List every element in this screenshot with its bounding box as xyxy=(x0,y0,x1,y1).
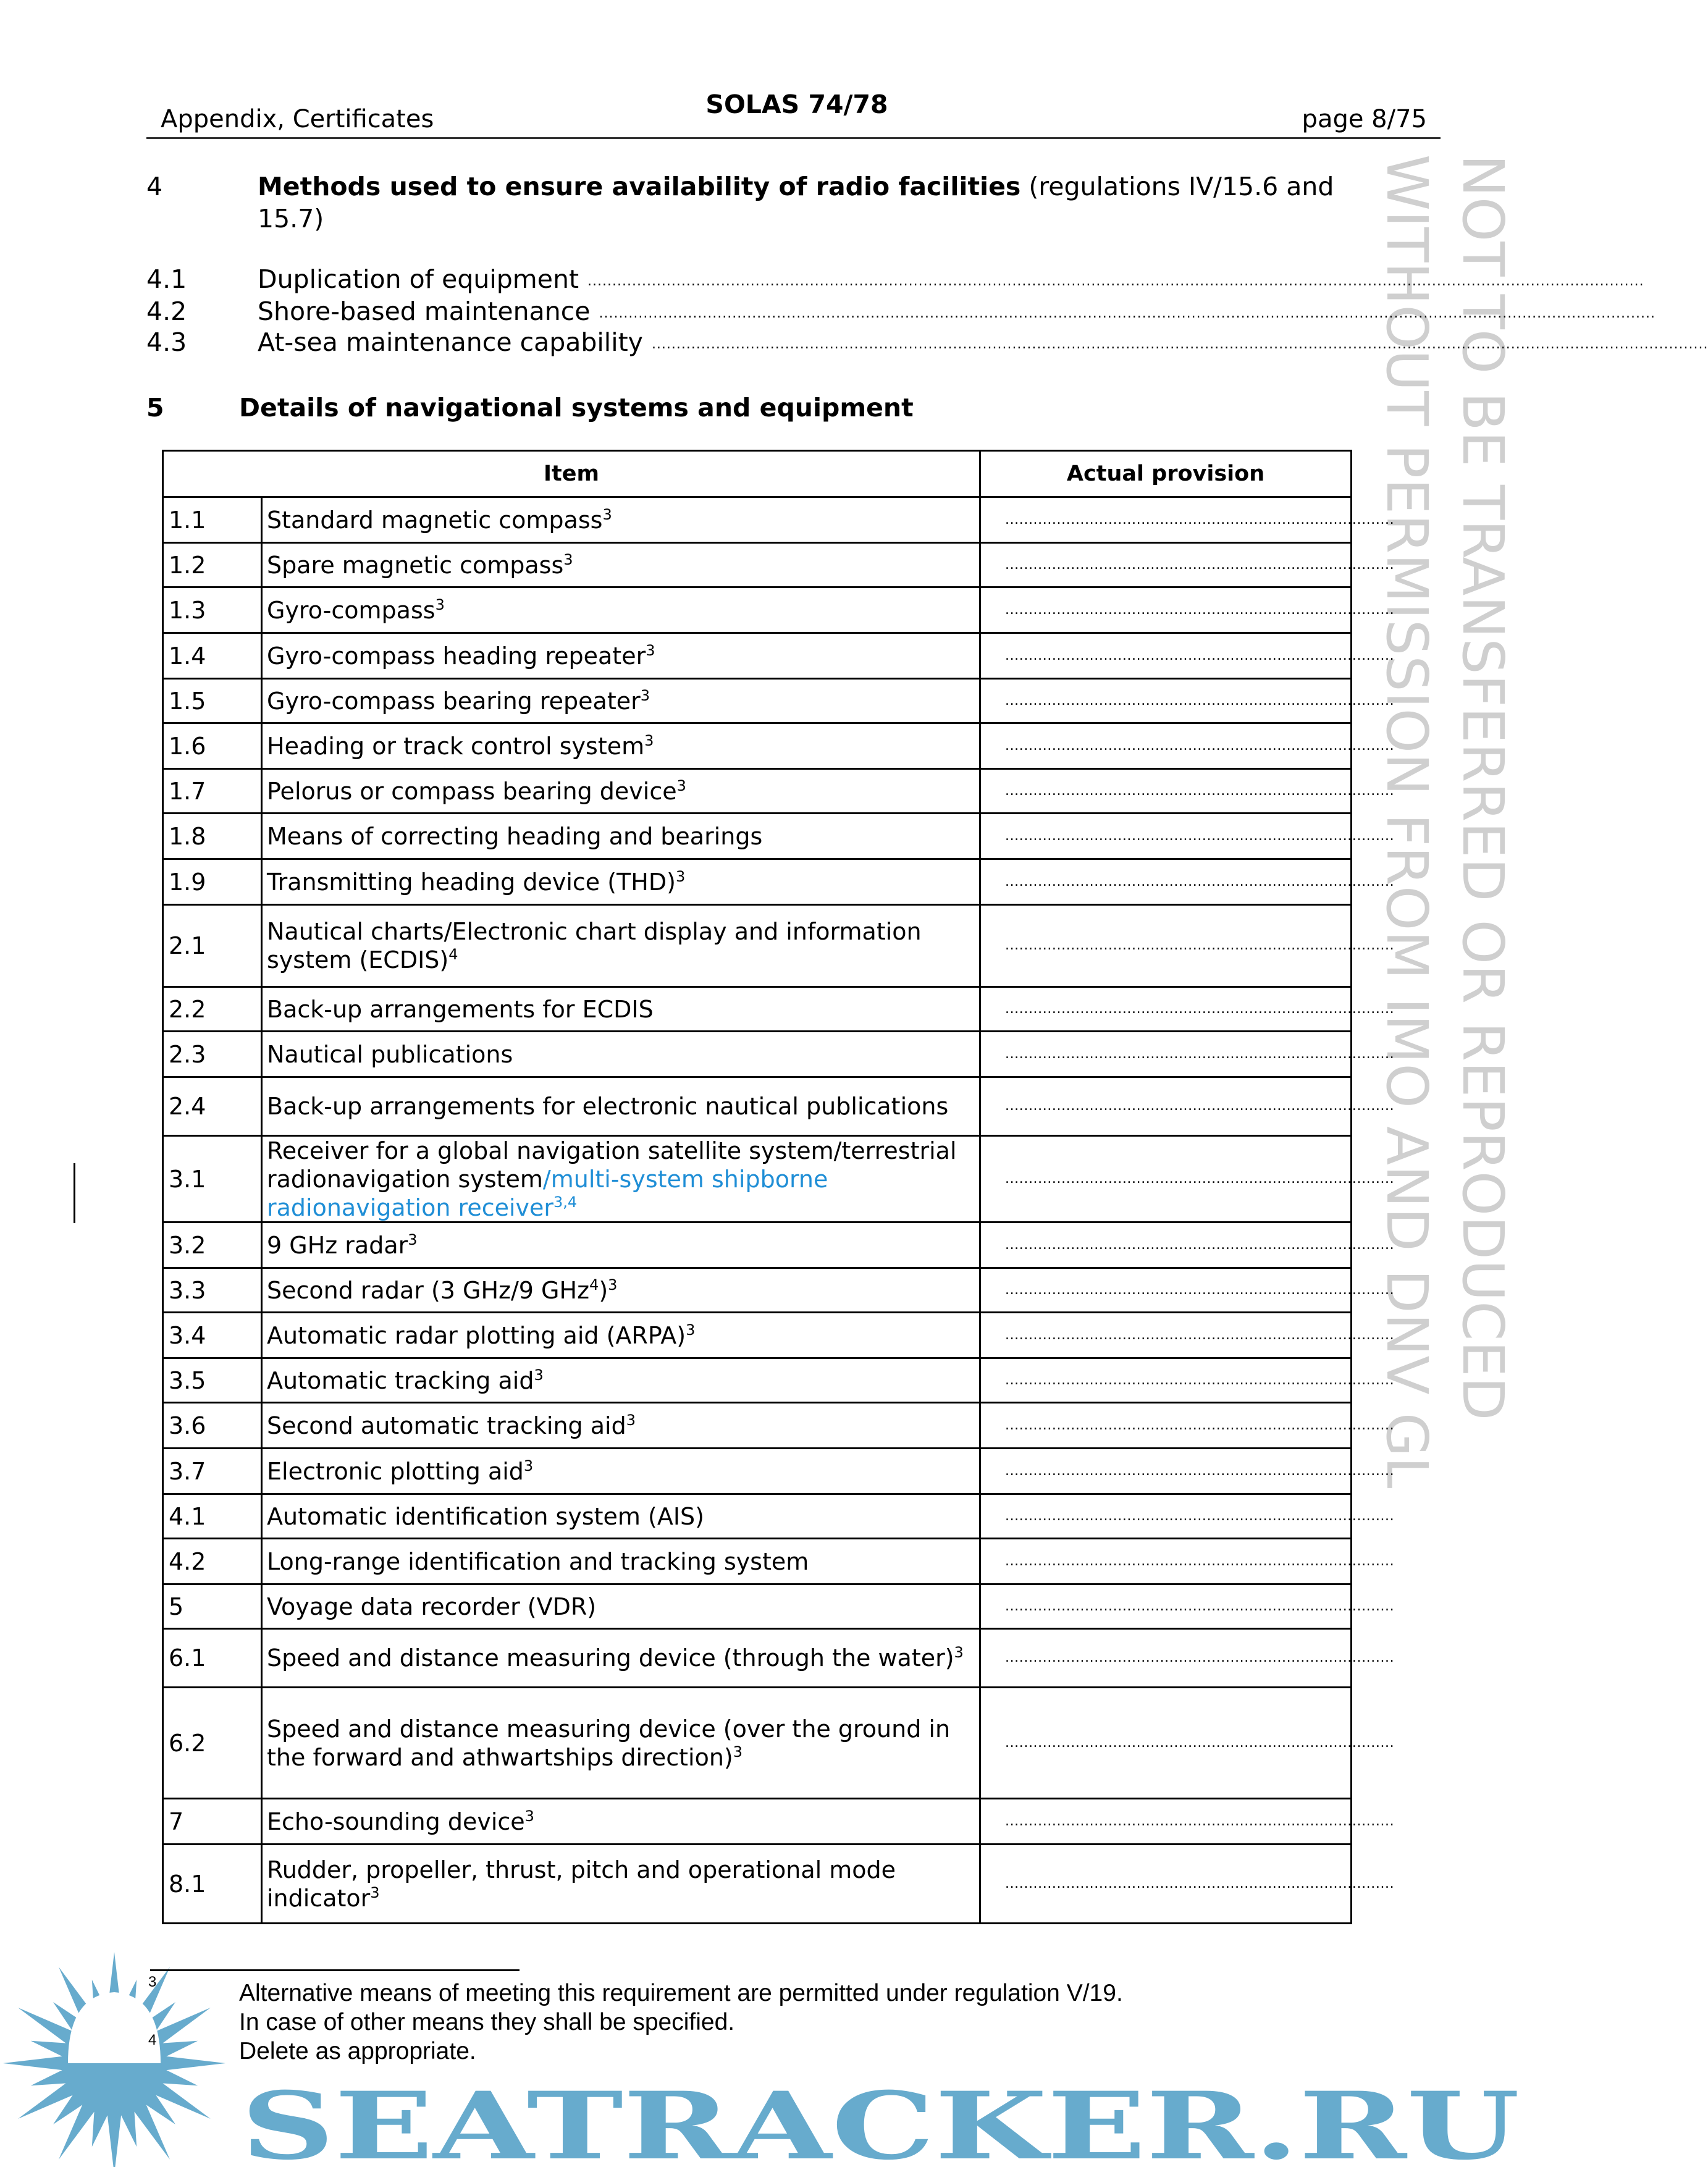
table-row xyxy=(162,1311,1395,1357)
table-row xyxy=(162,1221,1395,1267)
toc-item-label: Shore-based maintenance xyxy=(258,297,591,326)
provision-fill-line[interactable]: ................................................................................... xyxy=(1005,1001,1395,1017)
item-description xyxy=(261,1585,979,1628)
footnote-reference: 3 xyxy=(675,867,686,885)
item-description xyxy=(261,1032,979,1076)
actual-provision-cell[interactable] xyxy=(979,1032,1395,1076)
toc-item-dots: ...................................................................................................................................................................................................................... xyxy=(599,306,1656,321)
actual-provision-cell[interactable] xyxy=(979,1403,1395,1447)
item-text: Spare magnetic compass xyxy=(267,551,564,579)
item-description xyxy=(261,498,979,542)
actual-provision-cell[interactable] xyxy=(979,814,1395,858)
provision-fill-line[interactable]: ................................................................................... xyxy=(1005,511,1395,528)
item-text: Automatic identification system (AIS) xyxy=(267,1502,704,1530)
footnote-number: 4 xyxy=(148,2032,157,2048)
provision-fill-line[interactable]: ................................................................................... xyxy=(1005,828,1395,844)
item-number: 3.6 xyxy=(162,1403,261,1447)
item-number: 3.4 xyxy=(162,1313,261,1357)
item-description xyxy=(261,680,979,722)
item-description xyxy=(261,860,979,904)
provision-fill-line[interactable]: ................................................................................... xyxy=(1005,1171,1395,1187)
header-rule xyxy=(146,137,1441,139)
item-text: Back-up arrangements for ECDIS xyxy=(267,995,654,1023)
toc-item-number: 4.3 xyxy=(146,327,187,357)
amended-text: /multi-system shipborne radionavigation receiver xyxy=(267,1165,828,1221)
table-row xyxy=(162,1076,1395,1135)
actual-provision-cell[interactable] xyxy=(979,724,1395,768)
item-text: Automatic tracking aid xyxy=(267,1366,534,1394)
provision-fill-line[interactable]: ................................................................................... xyxy=(1005,1098,1395,1114)
provision-fill-line[interactable]: ................................................................................... xyxy=(1005,1650,1395,1665)
table-row xyxy=(162,1493,1395,1538)
column-header-item: Item xyxy=(162,452,979,496)
item-description xyxy=(261,1539,979,1583)
item-description xyxy=(261,1269,979,1311)
actual-provision-cell[interactable] xyxy=(979,1359,1395,1402)
toc-item-dots: ...................................................................................................................................................................................................................... xyxy=(587,274,1644,289)
provision-fill-line[interactable]: ................................................................................... xyxy=(1005,1598,1395,1614)
item-number: 3.3 xyxy=(162,1269,261,1311)
item-description xyxy=(261,1630,979,1686)
toc-item-number: 4.2 xyxy=(146,297,187,326)
toc-item-label: At-sea maintenance capability xyxy=(258,327,643,357)
provision-fill-line[interactable]: ................................................................................... xyxy=(1005,1813,1395,1829)
actual-provision-cell[interactable] xyxy=(979,1845,1395,1922)
item-description xyxy=(261,1313,979,1357)
item-number: 2.4 xyxy=(162,1078,261,1135)
actual-provision-cell[interactable] xyxy=(979,1449,1395,1493)
item-number: 3.7 xyxy=(162,1449,261,1493)
item-text: Means of correcting heading and bearings xyxy=(267,822,763,850)
actual-provision-cell[interactable] xyxy=(979,1269,1395,1311)
item-text: Second radar (3 GHz/9 GHz xyxy=(267,1276,590,1304)
column-header-provision: Actual provision xyxy=(979,452,1352,496)
item-text: Automatic radar plotting aid (ARPA) xyxy=(267,1321,686,1349)
actual-provision-cell[interactable] xyxy=(979,1539,1395,1583)
actual-provision-cell[interactable] xyxy=(979,1078,1395,1135)
footnote-reference: 3 xyxy=(640,686,650,704)
item-description xyxy=(261,1223,979,1267)
actual-provision-cell[interactable] xyxy=(979,1313,1395,1357)
section-4-title-rest: (regulations IV/15.6 and xyxy=(1020,172,1334,201)
item-text: Back-up arrangements for electronic nautical publications xyxy=(267,1093,949,1120)
item-number: 3.1 xyxy=(162,1137,261,1221)
item-description xyxy=(261,1078,979,1135)
item-number: 6.1 xyxy=(162,1630,261,1686)
item-text: Transmitting heading device (THD) xyxy=(267,868,676,896)
footnote-reference: 3,4 xyxy=(553,1193,578,1211)
table-row xyxy=(162,1798,1395,1843)
table-row xyxy=(162,542,1395,586)
footnote-reference: 3 xyxy=(370,1883,380,1901)
footnote-number: 3 xyxy=(148,1974,157,1990)
table-row xyxy=(162,1357,1395,1402)
actual-provision-cell[interactable] xyxy=(979,988,1395,1030)
provision-fill-line[interactable]: ................................................................................... xyxy=(1005,1417,1395,1433)
page-number: page 8/75 xyxy=(1302,105,1427,133)
table-row xyxy=(162,1030,1395,1076)
item-description xyxy=(261,906,979,986)
provision-fill-line[interactable]: ................................................................................... xyxy=(1005,938,1395,953)
table-row xyxy=(162,1135,1395,1221)
toc-item-label: Duplication of equipment xyxy=(258,264,579,294)
item-text: ) xyxy=(599,1276,608,1304)
item-number: 1.4 xyxy=(162,634,261,678)
table-row xyxy=(162,768,1395,812)
watermark-line-1: NOT TO BE TRANSFERRED OR REPRODUCED xyxy=(1450,154,1516,1421)
item-description xyxy=(261,724,979,768)
item-text: Standard magnetic compass xyxy=(267,506,603,534)
item-number: 1.7 xyxy=(162,770,261,812)
section-5-title: Details of navigational systems and equipment xyxy=(239,393,914,423)
item-number: 2.3 xyxy=(162,1032,261,1076)
item-number: 1.5 xyxy=(162,680,261,722)
table-row xyxy=(162,1583,1395,1628)
footnote-reference: 4 xyxy=(448,946,458,963)
item-number: 2.1 xyxy=(162,906,261,986)
footnote-reference: 3 xyxy=(644,731,654,749)
watermark-line-2: WITHOUT PERMISSION FROM IMO AND DNV GL xyxy=(1374,154,1440,1489)
section-5-number: 5 xyxy=(146,393,164,423)
item-number: 8.1 xyxy=(162,1845,261,1922)
item-description xyxy=(261,1359,979,1402)
item-number: 5 xyxy=(162,1585,261,1628)
provision-fill-line[interactable]: ................................................................................... xyxy=(1005,1875,1395,1891)
provision-fill-line[interactable]: ................................................................................... xyxy=(1005,1372,1395,1388)
item-number: 3.5 xyxy=(162,1359,261,1402)
footnote-reference: 3 xyxy=(523,1457,534,1475)
item-number: 1.2 xyxy=(162,544,261,586)
item-description xyxy=(261,988,979,1030)
item-description xyxy=(261,1845,979,1922)
actual-provision-cell[interactable] xyxy=(979,860,1395,904)
item-description xyxy=(261,1688,979,1798)
footnote-reference: 3 xyxy=(608,1276,618,1294)
header-section: Appendix, Certificates xyxy=(161,105,434,133)
item-number: 3.2 xyxy=(162,1223,261,1267)
actual-provision-cell[interactable] xyxy=(979,1495,1395,1538)
footnote-reference: 3 xyxy=(435,595,445,613)
actual-provision-cell[interactable] xyxy=(979,1688,1395,1798)
table-row xyxy=(162,812,1395,858)
toc-item xyxy=(258,297,1656,326)
actual-provision-cell[interactable] xyxy=(979,1799,1395,1843)
item-number: 4.2 xyxy=(162,1539,261,1583)
item-text: Voyage data recorder (VDR) xyxy=(267,1593,597,1620)
table-row xyxy=(162,1686,1395,1798)
table-row xyxy=(162,858,1395,904)
item-text: Gyro-compass xyxy=(267,596,435,624)
actual-provision-cell[interactable] xyxy=(979,680,1395,722)
item-text: Gyro-compass heading repeater xyxy=(267,642,646,670)
actual-provision-cell[interactable] xyxy=(979,588,1395,632)
footnote-text: Alternative means of meeting this requirement are permitted under regulation V/19. xyxy=(239,1980,1123,2006)
provision-fill-line[interactable]: ................................................................................... xyxy=(1005,738,1395,754)
item-text: Long-range identification and tracking system xyxy=(267,1547,809,1575)
table-header-row xyxy=(162,450,1352,496)
item-description xyxy=(261,1403,979,1447)
section-4-number: 4 xyxy=(146,172,163,201)
footnote-reference: 4 xyxy=(589,1276,599,1294)
provision-fill-line[interactable]: ................................................................................... xyxy=(1005,557,1395,573)
actual-provision-cell[interactable] xyxy=(979,770,1395,812)
provision-fill-line[interactable]: ................................................................................... xyxy=(1005,783,1395,799)
item-text: Gyro-compass bearing repeater xyxy=(267,687,641,715)
seatracker-logo-text: SEATRACKER.RU xyxy=(241,2072,1520,2167)
item-text: Nautical publications xyxy=(267,1040,513,1068)
item-text: Heading or track control system xyxy=(267,732,645,760)
item-description xyxy=(261,544,979,586)
section-4-title-bold: Methods used to ensure availability of radio facilities xyxy=(258,172,1021,201)
item-description xyxy=(261,770,979,812)
item-number: 2.2 xyxy=(162,988,261,1030)
item-description xyxy=(261,1799,979,1843)
table-row xyxy=(162,722,1395,768)
toc-item xyxy=(258,264,1644,294)
item-number: 1.8 xyxy=(162,814,261,858)
footnote-text: Delete as appropriate. xyxy=(239,2038,476,2064)
item-number: 1.6 xyxy=(162,724,261,768)
provision-fill-line[interactable]: ................................................................................... xyxy=(1005,1553,1395,1569)
provision-fill-line[interactable]: ................................................................................... xyxy=(1005,1046,1395,1062)
item-number: 1.3 xyxy=(162,588,261,632)
table-row xyxy=(162,678,1395,722)
toc-item-number: 4.1 xyxy=(146,264,187,294)
item-description xyxy=(261,634,979,678)
footnote-reference: 3 xyxy=(408,1231,418,1248)
provision-fill-line[interactable]: ................................................................................... xyxy=(1005,647,1395,663)
actual-provision-cell[interactable] xyxy=(979,1630,1395,1686)
footnote-reference: 3 xyxy=(524,1807,534,1825)
item-text: Speed and distance measuring device (through the water) xyxy=(267,1644,954,1672)
table-row xyxy=(162,1402,1395,1447)
item-text: Pelorus or compass bearing device xyxy=(267,777,677,805)
footnote-reference: 3 xyxy=(686,1321,696,1339)
revision-change-bar xyxy=(74,1163,75,1223)
provision-fill-line[interactable]: ................................................................................... xyxy=(1005,602,1395,618)
actual-provision-cell[interactable] xyxy=(979,1137,1395,1221)
header-title: SOLAS 74/78 xyxy=(705,90,888,119)
footnote-rule xyxy=(150,1969,520,1971)
table-row xyxy=(162,1628,1395,1686)
item-description xyxy=(261,588,979,632)
actual-provision-cell[interactable] xyxy=(979,634,1395,678)
item-text: Nautical charts/Electronic chart display and information system (ECDIS) xyxy=(267,918,922,974)
footnote-reference: 3 xyxy=(954,1644,964,1661)
footnote-reference: 3 xyxy=(602,505,612,523)
footnote-reference: 3 xyxy=(563,550,573,568)
seatracker-logo xyxy=(235,2072,1532,2167)
provision-fill-line[interactable]: ................................................................................... xyxy=(1005,1282,1395,1298)
footnote-reference: 3 xyxy=(646,641,655,659)
footnote-reference: 3 xyxy=(534,1366,544,1384)
table-row xyxy=(162,1447,1395,1493)
item-text: 9 GHz radar xyxy=(267,1231,408,1259)
footnote-reference: 3 xyxy=(733,1743,743,1761)
table-row xyxy=(162,1267,1395,1311)
provision-fill-line[interactable]: ................................................................................... xyxy=(1005,1327,1395,1343)
footnote-reference: 3 xyxy=(676,776,686,794)
table-row xyxy=(162,1843,1395,1924)
provision-fill-line[interactable]: ................................................................................... xyxy=(1005,692,1395,709)
item-text: Speed and distance measuring device (over the ground in the forward and athwartships direction) xyxy=(267,1715,951,1771)
table-row xyxy=(162,496,1395,542)
provision-fill-line[interactable]: ................................................................................... xyxy=(1005,1735,1395,1751)
item-number: 1.1 xyxy=(162,498,261,542)
item-description xyxy=(261,1495,979,1538)
table-row xyxy=(162,904,1395,986)
actual-provision-cell[interactable] xyxy=(979,544,1395,586)
item-description xyxy=(261,1449,979,1493)
table-row xyxy=(162,986,1395,1030)
item-number: 6.2 xyxy=(162,1688,261,1798)
actual-provision-cell[interactable] xyxy=(979,906,1395,986)
item-text: Receiver for a global navigation satellite system/terrestrial radionavigation system xyxy=(267,1137,957,1193)
sun-logo-icon xyxy=(0,1952,235,2167)
provision-fill-line[interactable]: ................................................................................... xyxy=(1005,873,1395,890)
table-row xyxy=(162,632,1395,678)
footnote-reference: 3 xyxy=(626,1411,636,1429)
provision-fill-line[interactable]: ................................................................................... xyxy=(1005,1508,1395,1524)
item-number: 1.9 xyxy=(162,860,261,904)
item-text: Echo-sounding device xyxy=(267,1807,525,1835)
item-description xyxy=(261,814,979,858)
item-text: Rudder, propeller, thrust, pitch and operational mode indicator xyxy=(267,1856,896,1912)
provision-fill-line[interactable]: ................................................................................... xyxy=(1005,1237,1395,1253)
actual-provision-cell[interactable] xyxy=(979,1223,1395,1267)
item-number: 7 xyxy=(162,1799,261,1843)
item-description xyxy=(261,1137,979,1221)
item-number: 4.1 xyxy=(162,1495,261,1538)
toc-item-dots: ...................................................................................................................................................................................................................... xyxy=(651,337,1708,352)
item-text: Second automatic tracking aid xyxy=(267,1412,626,1439)
actual-provision-cell[interactable] xyxy=(979,1585,1395,1628)
toc-item xyxy=(258,327,1708,357)
actual-provision-cell[interactable] xyxy=(979,498,1395,542)
footnote-text: In case of other means they shall be specified. xyxy=(239,2009,735,2035)
table-row xyxy=(162,586,1395,632)
section-4-title xyxy=(258,172,1334,201)
section-4-title-line2: 15.7) xyxy=(258,204,324,234)
table-row xyxy=(162,1538,1395,1583)
item-text: Electronic plotting aid xyxy=(267,1457,524,1485)
provision-fill-line[interactable]: ................................................................................... xyxy=(1005,1463,1395,1479)
